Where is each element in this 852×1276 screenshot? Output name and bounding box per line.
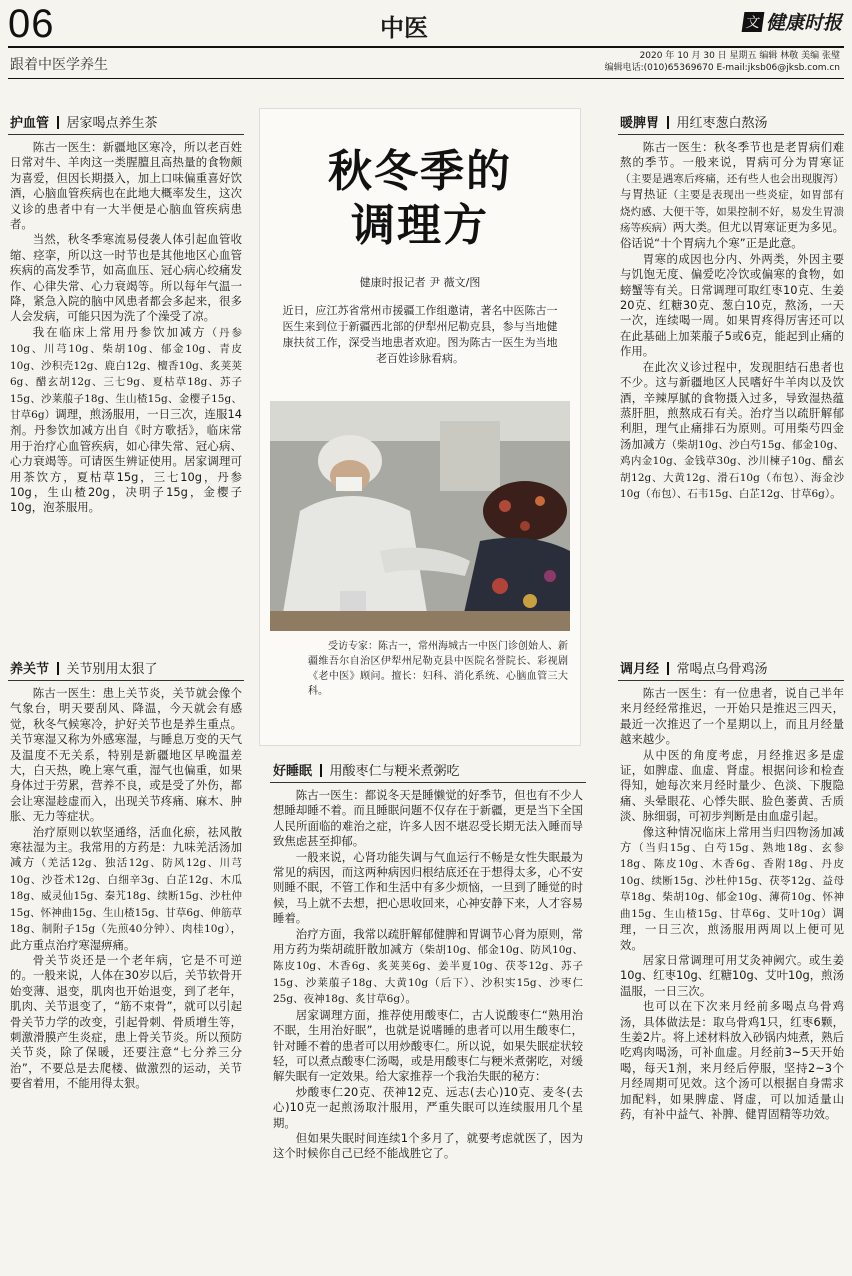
text-run: 调理，一日三次，煎汤服用两周以上便可见效。 [620, 905, 844, 952]
paragraph: 陈古一医生：新疆地区寒冷，所以老百姓日常对牛、羊肉这一类腥膻且高热量的食物颇为喜爱，但因长期摄入，加上口味偏重喜好饮酒，心脑血管疾病也在此地大概率发生，这次义诊的患者中有一大半便是心脑血管疾病患者。 [10, 140, 242, 232]
paragraph: 从中医的角度考虑，月经推迟多是虚证，如脾虚、血虚、肾虚。根据问诊和检查得知，她每次来月经时量少、色淡、下腹隐痛、头晕眼花、心悸失眠、脸色萎黄、舌质淡、脉细弱，可初步判断是由血虚引起。 [620, 747, 844, 824]
photo-caption: 受访专家：陈古一，常州海城古一中医门诊创始人、新疆维吾尔自治区伊犁州尼勒克县中医院名誉院长、彩视剧《老中医》顾问。擅长：妇科、消化系统、心脑血管三大科。 [308, 641, 568, 697]
paragraph: 陈古一医生：有一位患者，说自己半年来月经经常推迟，一开始只是推迟三四天，最近一次推迟了一个星期以上，而且月经量越来越少。 [620, 686, 844, 747]
article-title: 居家喝点养生茶 [66, 116, 158, 131]
paragraph: 但如果失眠时间连续1个多月了，就要考虑就医了，因为这个时候你自己已经不能战胜它了。 [273, 1130, 583, 1161]
article-body-yuejing [620, 686, 844, 1122]
paragraph [620, 140, 844, 252]
issue-info [605, 50, 840, 74]
article-heading-piwei [620, 112, 768, 131]
heading-divider [667, 116, 669, 129]
newspaper-logo [743, 8, 842, 35]
paragraph: 居家日常调理可用艾灸神阙穴。或生姜10g、红枣10g、红糖10g、艾叶10g，煎汤温服，一日三次。 [620, 952, 844, 998]
text-run: ，此方重点治疗寒湿痹痛。 [10, 921, 242, 952]
text-run: 治疗原则以软坚通络，活血化瘀，祛风散寒祛湿为主。我常用的方药是：九味羌活汤加减方 [10, 824, 242, 870]
article-heading-shuimian [273, 760, 460, 779]
byline: 健康时报记者 尹 薇文/图 [359, 276, 481, 289]
prescription: （丹参10g、川芎10g、柴胡10g、郁金10g、青皮10g、沙积壳12g、鹿白12g、檀香10g、炙荚荚6g、醋玄胡12g、三七9g、夏枯草18g、苏子15g、沙莱菔子18g、生山楂15g、金樱子15g、甘草6g） [10, 326, 242, 421]
heading-divider [57, 116, 59, 129]
article-body-piwei [620, 140, 844, 502]
text-run: 。 [405, 991, 417, 1006]
text-run: 治疗方面，我常以疏肝解郁健脾和胃调节心肾为原则，常用方药为柴胡疏肝散加减方 [273, 926, 583, 957]
article-category: 护血管 [10, 116, 50, 131]
section-name: 跟着中医学养生 [10, 57, 108, 73]
heading-rule [618, 680, 844, 681]
paragraph [620, 825, 844, 953]
parenthetical: （主要是遇寒后疼痛，还有些人也会出现腹泻） [620, 172, 844, 185]
page-title: 中医 [380, 13, 428, 42]
text-run: 在此次义诊过程中，发现胆结石患者也不少。这与新疆地区人民嗜好牛羊肉以及饮酒，辛辣厚腻的食物摄入过多，导致湿热蕴蒸肝胆，煎熬成石有关。治疗当以疏肝解郁利胆，理气止痛排石为原则。可用柴芍四金汤加减方 [620, 359, 844, 451]
article-body-guanjie [10, 686, 242, 1092]
article-category: 调月经 [620, 662, 660, 677]
prescription: （柴胡10g、郁金10g、防风10g、陈皮10g、木香6g、炙荚荚6g、姜半夏10g、茯苓12g、苏子15g、沙莱菔子18g、大黄10g（后下）、沙积实15g、沙枣仁25g、夜神18g、炙甘草6g） [273, 944, 583, 1006]
text-run: 两大类。但尤以胃寒证更为多见。俗话说“十个胃病九个寒”正是此意。 [620, 220, 844, 251]
paragraph [10, 825, 242, 953]
feature-photo [270, 401, 570, 631]
sub-rule [8, 78, 844, 79]
article-heading-xueguan [10, 112, 158, 131]
paragraph: 也可以在下次来月经前多喝点乌骨鸡汤，具体做法是：取乌骨鸡1只，红枣6颗，生姜2片。将上述材料放入砂锅内炖煮，熟后吃鸡肉喝汤，可补血虚。月经前3~5天开始喝，每天1剂，来月经后停服，坚持2~3个月经周期可见效。这个汤可以根据自身需求加配料，如果脾虚、肾虚，可以加适量山药，有补中益气、补脾、健胃固精等功效。 [620, 999, 844, 1121]
paragraph: 陈古一医生：都说冬天是睡懒觉的好季节，但也有不少人想睡却睡不着。而且睡眠问题不仅存在于新疆，更是当下全国人民所面临的难治之症，许多人因不堪忍受长期无法入睡而导致焦虑甚至抑郁。 [273, 788, 583, 849]
paragraph: 陈古一医生：患上关节炎，关节就会像个气象台，明天要刮风、降温，今天就会有感觉，秋冬气候寒冷，护好关节也是养生重点。关节寒湿又称为外感寒湿，与睡息万变的天气及温度不无关系，特别是新疆地区早晚温差大，白天热，晚上寒气重，湿气也偏重，如果身体过于劳累，营养不良，或是受了外伤，都会让寒湿趁虚而入，出现关节疼痛、麻木、肿胀、无力等症状。 [10, 686, 242, 824]
article-category: 好睡眠 [273, 764, 313, 779]
paragraph: 胃寒的成因也分内、外两类，外因主要与饥饱无度、偏爱吃冷饮或偏寒的食物，如螃蟹等有关。日常调理可取红枣10克、生姜20克、红糖30克、葱白10克，熬汤，一天一次，连续喝一周。如果胃疼得厉害还可以在此基础上加莱菔子5或6克，能起到止痛的作用。 [620, 251, 844, 359]
logo-text: 健康时报 [765, 12, 842, 34]
paragraph: 炒酸枣仁20克、茯神12克、远志(去心)10克、麦冬(去心)10克一起煎汤取汁服用，严重失眠可以连续服用几个星期。 [273, 1084, 583, 1130]
heading-divider [57, 662, 59, 675]
article-body-shuimian [273, 788, 583, 1162]
heading-rule [8, 680, 244, 681]
parenthetical: （主要是表现出一些炎症，如胃部有烧灼感、大便干等，如果控制不好，易发生胃溃疡等疾病） [620, 189, 844, 235]
paragraph [620, 360, 844, 503]
logo-mark: 文 [742, 12, 765, 32]
heading-rule [8, 134, 244, 135]
paragraph [273, 927, 583, 1008]
article-heading-yuejing [620, 658, 768, 677]
article-title: 常喝点乌骨鸡汤 [676, 662, 768, 677]
text-run: 。 [830, 485, 842, 500]
feature-title-line: 调理方 [351, 200, 489, 251]
article-title: 用酸枣仁与粳米煮粥吃 [329, 764, 460, 779]
feature-intro: 近日，应江苏省常州市援疆工作组邀请，著名中医陈古一医生来到位于新疆西北部的伊犁州尼勒克县，参与当地健康扶贫工作，深受当地患者欢迎。图为陈古一医生为当地老百姓诊脉看病。 [282, 304, 558, 365]
heading-divider [320, 764, 322, 777]
heading-divider [667, 662, 669, 675]
heading-rule [270, 782, 586, 783]
paragraph: 居家调理方面，推荐使用酸枣仁，古人说酸枣仁“熟用治不眠，生用治好眠”，也就是说嗜睡的患者可以用生酸枣仁，针对睡不着的患者可以用炒酸枣仁。所以说，如果失眠症状较轻，可以煮点酸枣仁汤喝，或是用酸枣仁与粳米煮粥吃，对缓解失眠有一定效果。给大家推荐一个我治失眠的秘方： [273, 1007, 583, 1084]
article-heading-guanjie [10, 658, 158, 677]
issue-date-editor: 2020 年 10 月 30 日 星期五 编辑 林敬 美编 张璧 [639, 51, 840, 61]
top-rule [8, 46, 844, 48]
text-run: 像这种情况临床上常用当归四物汤加减方 [620, 824, 844, 855]
heading-rule [618, 134, 844, 135]
paragraph: 骨关节炎还是一个老年病，它是不可逆的。一般来说，人体在30岁以后，关节软骨开始变薄、退变，肌肉也开始退变，到了老年，肌肉、关节退变了，“筋不束骨”，就可以引起骨关节力学的改变，引起骨刺、骨质增生等，刺激滑膜产生炎症，患上骨关节炎。所以预防关节炎，除了保暖，还要注意“七分养三分治”，不要总是去爬楼、做激烈的运动，关节要省着用，不能用得太狠。 [10, 952, 242, 1091]
paragraph: 当然，秋冬季寒流易侵袭人体引起血管收缩、痉挛，所以这一时节也是其他地区心血管疾病的高发季节，如高血压、冠心病心绞痛发作、心律失常、心力衰竭等。所以每年气温一降，紧急入院的脑中风患者都会多起来，很多人会发病，可能只因为洗了个澡受了凉。 [10, 232, 242, 324]
prescription: （羌活12g、独活12g、防风12g、川芎10g、沙苍术12g、白细辛3g、白芷12g、木瓜18g、威灵仙15g、秦艽18g、续断15g、沙杜仲15g、怀神曲15g、生山楂15g、甘草6g、伸筋草18g、制附子15g（先煎40分钟）、肉桂10g） [10, 857, 242, 936]
issue-contact: 编辑电话:(010)65369670 E-mail:jksb06@jksb.com.cn [604, 63, 840, 73]
prescription: （当归15g、白芍15g、熟地18g、玄参18g、陈皮10g、木香6g、香附18g、丹皮10g、续断15g、沙杜仲15g、茯苓12g、益母草18g、柴胡10g、郁金10g、薄荷10g、怀神曲15g、生山楂15g、甘草6g、艾叶10g） [620, 842, 844, 920]
text-run: 我在临床上常用丹参饮加减方 [32, 324, 207, 339]
article-category: 暖脾胃 [620, 116, 660, 131]
page-number: 06 [8, 2, 55, 46]
feature-title-line: 秋冬季的 [328, 146, 512, 197]
paragraph [10, 325, 242, 516]
feature-title [260, 145, 580, 253]
feature-box [259, 108, 581, 746]
text-run: 陈古一医生：秋冬季节也是老胃病们难熬的季节。一般来说，胃病可分为胃寒证 [620, 140, 844, 170]
article-title: 关节别用太狠了 [66, 662, 158, 677]
paragraph: 一般来说，心肾功能失调与气血运行不畅是女性失眠最为常见的病因，而这两种病因归根结底还在于想得太多，心不安则睡不眠，不管工作和生活中有多少烦恼，一旦到了睡觉的时候，马上就不去想，把心思收回来，心神安静下来，人才容易睡着。 [273, 849, 583, 926]
text-run: 与胃热证 [620, 187, 668, 202]
article-category: 养关节 [10, 662, 50, 677]
prescription: （柴胡10g、沙白芍15g、郁金10g、鸡内金10g、金钱草30g、沙川楝子10g、醋玄胡12g、大黄12g、滑石10g（布包）、海金沙10g（布包）、石韦15g、白芷12g、甘草6g） [620, 438, 844, 500]
article-title: 用红枣葱白熬汤 [676, 116, 768, 131]
text-run: 调理，煎汤服用，一日三次，连服14剂。丹参饮加减方出自《时方歌括》，临床常用于治疗心血管疾病，如心律失常、冠心病、心力衰竭等。可请医生辨证使用。居家调理可用茶饮方，夏枯草15g，三七10g，丹参10g，生山楂20g，决明子15g，金樱子10g，泡茶服用。 [10, 406, 243, 515]
article-body-xueguan [10, 140, 242, 516]
